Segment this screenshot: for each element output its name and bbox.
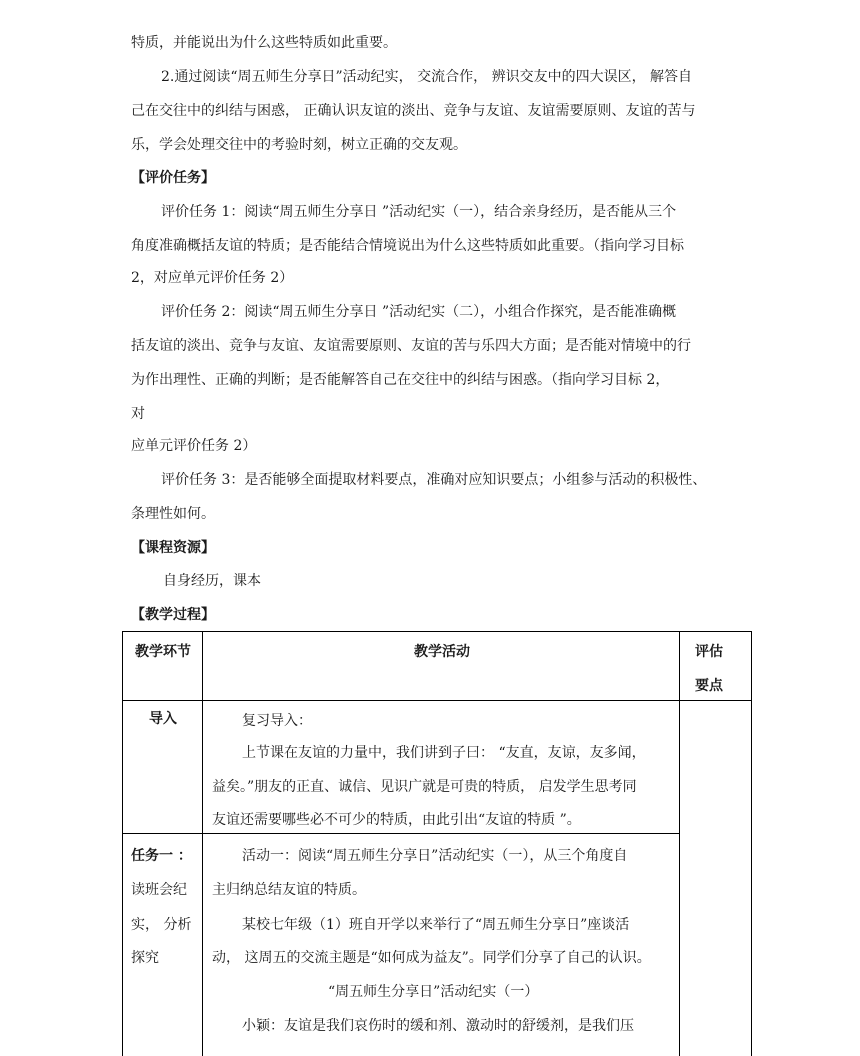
activity-text: 上节课在友谊的力量中，我们讲到子曰： “友直，友谅，友多闻， [242,745,646,761]
section-heading-process: 【教学过程】 [131,607,215,623]
eval-task-line: 对 [131,406,145,422]
eval-task-line: 2，对应单元评价任务 2） [131,270,294,286]
header-stage: 教学环节 [135,644,191,660]
stage-task-one: 实， 分析 [131,917,192,933]
eval-task-line: 应单元评价任务 2） [131,438,257,454]
eval-task-line: 为作出理性、正确的判断；是否能解答自己在交往中的纠结与困惑。（指向学习目标 2， [131,372,670,388]
activity-text: 友谊还需要哪些必不可少的特质，由此引出“友谊的特质 ”。 [212,812,581,828]
stage-intro: 导入 [149,711,177,727]
eval-task-line: 括友谊的淡出、竞争与友谊、友谊需要原则、友谊的苦与乐四大方面；是否能对情境中的行 [131,338,691,354]
eval-task-line: 条理性如何。 [131,506,215,522]
table-divider [123,700,751,701]
eval-task-line: 评价任务 3：是否能够全面提取材料要点，准确对应知识要点；小组参与活动的积极性、 [161,472,707,488]
header-activity: 教学活动 [414,644,470,660]
activity-text: 复习导入： [242,713,312,729]
section-heading-resources: 【课程资源】 [131,540,215,556]
eval-task-line: 角度准确概括友谊的特质；是否能结合情境说出为什么这些特质如此重要。（指向学习目标 [131,238,684,254]
objective-line: 乐，学会处理交往中的考验时刻，树立正确的交友观。 [131,137,467,153]
stage-task-one: 探究 [131,950,159,966]
activity-text: 活动一：阅读“周五师生分享日”活动纪实（一），从三个角度自 [242,848,628,864]
eval-task-line: 评价任务 2：阅读“周五师生分享日 ”活动纪实（二），小组合作探究，是否能准确概 [161,304,677,320]
activity-text: 益矣。”朋友的正直、诚信、见识广就是可贵的特质， 启发学生思考同 [212,779,637,795]
objective-line: 特质，并能说出为什么这些特质如此重要。 [131,35,397,51]
header-assessment: 要点 [695,678,723,694]
activity-text: 主归纳总结友谊的特质。 [212,882,366,898]
activity-text: 动， 这周五的交流主题是“如何成为益友”。同学们分享了自己的认识。 [212,950,651,966]
header-assessment: 评估 [695,644,723,660]
table-divider [679,632,680,1056]
objective-line: 己在交往中的纠结与困惑， 正确认识友谊的淡出、竞争与友谊、友谊需要原则、友谊的苦与 [131,103,696,119]
table-divider [123,833,679,834]
resources-text: 自身经历，课本 [163,573,261,589]
teaching-process-table [122,631,752,1056]
stage-task-one: 读班会纪 [131,882,187,898]
section-heading-evaluation: 【评价任务】 [131,170,215,186]
eval-task-line: 评价任务 1：阅读“周五师生分享日 ”活动纪实（一），结合亲身经历，是否能从三个 [161,204,677,220]
stage-task-one: 任务一 ： [131,848,192,864]
activity-text: 小颖：友谊是我们哀伤时的缓和剂、激动时的舒缓剂，是我们压 [242,1018,634,1034]
activity-text: 某校七年级（1）班自开学以来举行了“周五师生分享日”座谈活 [242,917,630,933]
table-divider [202,632,203,1056]
objective-line: 2.通过阅读“周五师生分享日”活动纪实， 交流合作， 辨识交友中的四大误区， 解答自 [161,69,693,85]
activity-text: “周五师生分享日”活动纪实（一） [328,984,539,1000]
